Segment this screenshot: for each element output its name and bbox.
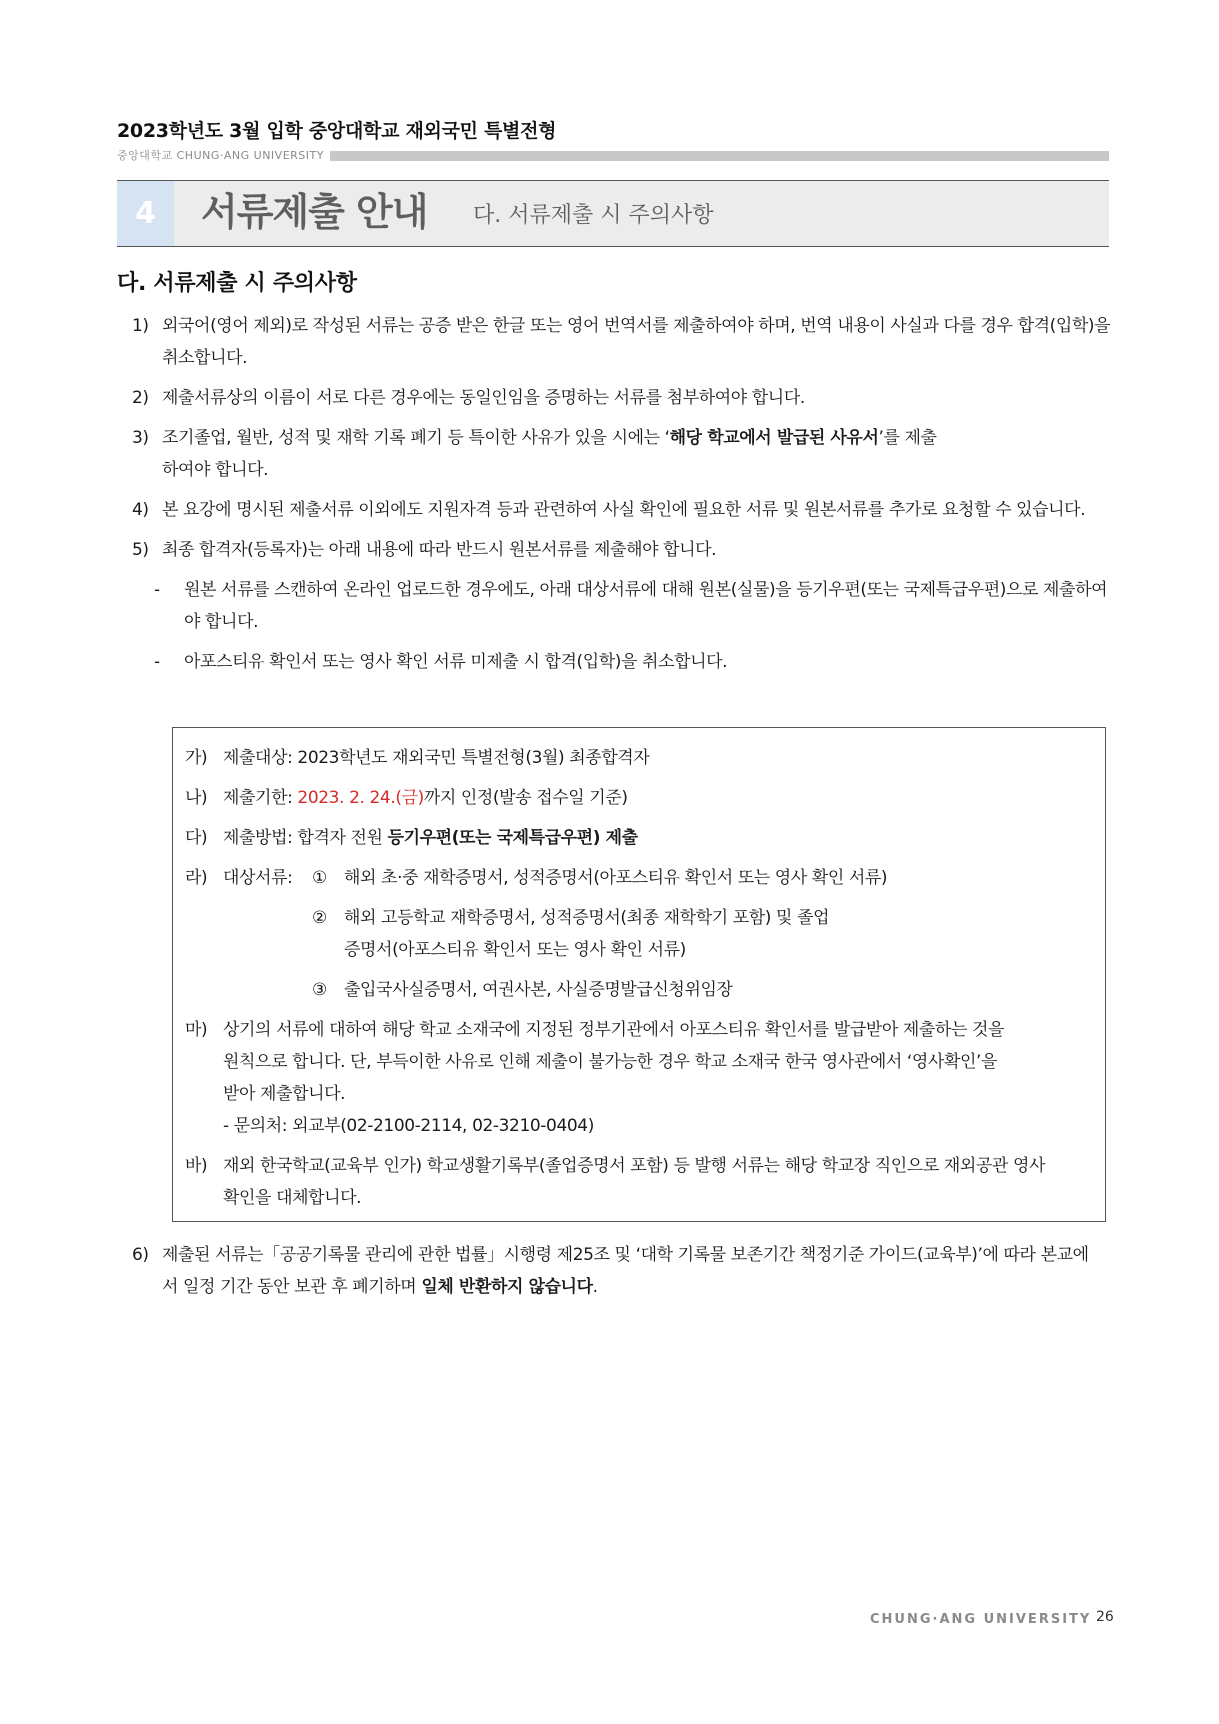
list-item	[132, 494, 1117, 526]
box-item	[185, 782, 1090, 814]
circled-number: ③	[312, 980, 327, 1000]
box-item-label: 제출기한:	[223, 788, 298, 808]
section-title: 서류제출 안내	[201, 190, 428, 234]
box-item-text: 제출대상: 2023학년도 재외국민 특별전형(3월) 최종합격자	[223, 748, 650, 768]
item-text: 외국어(영어 제외)로 작성된 서류는 공증 받은 한글 또는 영어 번역서를 제출하여야 하며, 번역 내용이 사실과 다를 경우 합격(입학)을 취소합니다.	[162, 316, 1111, 368]
box-item-number: 마)	[185, 1020, 208, 1040]
brand-header	[117, 148, 1109, 164]
dash-mark: -	[154, 652, 160, 672]
box-item-text: 까지 인정(발송 접수일 기준)	[423, 788, 628, 808]
document-row	[185, 902, 1090, 966]
box-item	[185, 822, 1090, 854]
item-text: ’를 제출하여야 합니다.	[162, 428, 937, 480]
item-bold-text: 해당 학교에서 발급된 사유서	[669, 428, 879, 448]
document-text: 해외 고등학교 재학증명서, 성적증명서(최종 재학학기 포함) 및 졸업증명서(아포스티유 확인서 또는 영사 확인 서류)	[344, 908, 830, 960]
box-item-number: 다)	[185, 828, 208, 848]
page-number: 26	[1096, 1609, 1114, 1625]
item-number: 5)	[132, 540, 149, 560]
document-text: 해외 초·중 재학증명서, 성적증명서(아포스티유 확인서 또는 영사 확인 서류)	[344, 868, 888, 888]
circled-number: ②	[312, 908, 327, 928]
section-number: 4	[117, 181, 174, 246]
item-number: 3)	[132, 428, 149, 448]
dash-item	[154, 574, 1117, 638]
dash-text: 원본 서류를 스캔하여 온라인 업로드한 경우에도, 아래 대상서류에 대해 원본(실물)을 등기우편(또는 국제특급우편)으로 제출하여야 합니다.	[184, 580, 1108, 632]
item-text: 본 요강에 명시된 제출서류 이외에도 지원자격 등과 관련하여 사실 확인에 필요한 서류 및 원본서류를 추가로 요청할 수 있습니다.	[162, 500, 1086, 520]
box-item-number: 가)	[185, 748, 208, 768]
notice-list	[132, 310, 1117, 686]
document-list-label	[185, 862, 292, 894]
item-text: 최종 합격자(등록자)는 아래 내용에 따라 반드시 원본서류를 제출해야 합니다.	[162, 540, 717, 560]
box-item-number: 라)	[185, 868, 208, 888]
document-text: 출입국사실증명서, 여권사본, 사실증명발급신청위임장	[344, 980, 733, 1000]
item-bold-text: 일체 반환하지 않습니다	[421, 1277, 593, 1297]
box-item	[185, 1014, 1090, 1110]
box-item-label: 제출방법: 합격자 전원	[223, 828, 388, 848]
box-item-text: 재외 한국학교(교육부 인가) 학교생활기록부(졸업증명서 포함) 등 발행 서류는 해당 학교장 직인으로 재외공관 영사확인을 대체합니다.	[223, 1156, 1045, 1208]
item-number: 4)	[132, 500, 149, 520]
contact-line	[185, 1110, 1090, 1142]
dash-text: 아포스티유 확인서 또는 영사 확인 서류 미제출 시 합격(입학)을 취소합니다.	[184, 652, 728, 672]
item-text: 조기졸업, 월반, 성적 및 재학 기록 폐기 등 특이한 사유가 있을 시에는 ‘	[162, 428, 670, 448]
box-item	[185, 1150, 1090, 1214]
dash-mark: -	[154, 580, 160, 600]
box-item	[185, 742, 1090, 774]
item-number: 1)	[132, 316, 149, 336]
box-item-text: 상기의 서류에 대하여 해당 학교 소재국에 지정된 정부기관에서 아포스티유 확인서를 발급받아 제출하는 것을 원칙으로 합니다. 단, 부득이한 사유로 인해 제출이 불가능한 경우 학교 소재국 한국 영사관에서 ‘영사확인’을 받아 제출합니다.	[223, 1020, 1005, 1104]
footer-brand: CHUNG·ANG UNIVERSITY	[870, 1612, 1092, 1627]
submission-box	[172, 727, 1106, 1222]
list-item	[132, 382, 1117, 414]
item-text: 제출된 서류는「공공기록물 관리에 관한 법률」시행령 제25조 및 ‘대학 기록물 보존기간 책정기준 가이드(교육부)’에 따라 본교에서 일정 기간 동안 보관 후 폐기하며	[162, 1245, 1089, 1297]
document-row	[185, 974, 1090, 1006]
list-item	[132, 1239, 1117, 1303]
contact-text: - 문의처: 외교부(02-2100-2114, 02-3210-0404)	[223, 1116, 594, 1136]
list-item-6	[132, 1239, 1117, 1311]
box-item-label: 대상서류:	[223, 868, 293, 888]
box-item-number: 바)	[185, 1156, 208, 1176]
section-header	[117, 180, 1109, 247]
circled-number: ①	[312, 868, 327, 888]
item-text: .	[592, 1277, 598, 1297]
list-item	[132, 534, 1117, 566]
document-row	[185, 862, 1090, 894]
section-subtitle: 다. 서류제출 시 주의사항	[473, 203, 714, 228]
box-item-bold-text: 등기우편(또는 국제특급우편) 제출	[387, 828, 638, 848]
item-number: 6)	[132, 1245, 149, 1265]
document-title: 2023학년도 3월 입학 중앙대학교 재외국민 특별전형	[117, 120, 557, 142]
list-item	[132, 422, 1117, 486]
item-number: 2)	[132, 388, 149, 408]
brand-bar	[330, 151, 1109, 161]
deadline-date: 2023. 2. 24.(금)	[297, 788, 424, 808]
dash-item	[154, 646, 1117, 678]
submission-box-content	[185, 742, 1090, 1222]
brand-label: 중앙대학교 CHUNG·ANG UNIVERSITY	[117, 149, 324, 162]
list-item	[132, 310, 1117, 374]
sub-heading: 다. 서류제출 시 주의사항	[117, 271, 357, 296]
box-item-number: 나)	[185, 788, 208, 808]
document-list	[185, 862, 1090, 1006]
item-text: 제출서류상의 이름이 서로 다른 경우에는 동일인임을 증명하는 서류를 첨부하여야 합니다.	[162, 388, 805, 408]
